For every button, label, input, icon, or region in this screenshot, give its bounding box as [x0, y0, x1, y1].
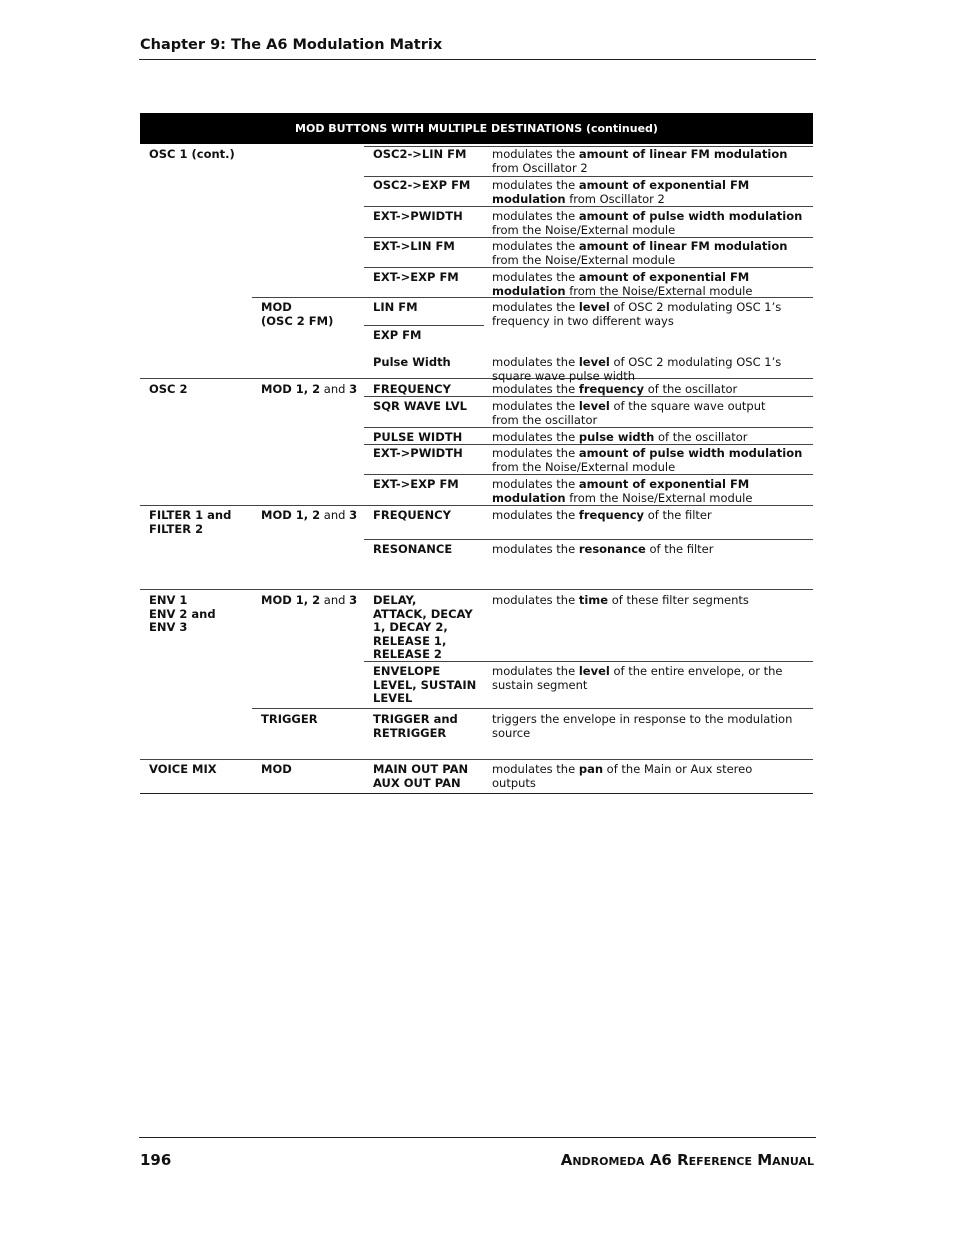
destination-cell: [373, 543, 483, 557]
destination-cell: [373, 179, 483, 193]
description-text: of these filter segments: [608, 593, 749, 607]
cell-line: [492, 224, 810, 238]
cell-line: EXP FM: [373, 328, 422, 342]
cell-line: [492, 148, 810, 162]
cell-line: [492, 370, 810, 384]
destination-cell: [373, 210, 483, 224]
cell-line: TRIGGER and: [373, 712, 458, 726]
description-text: of the filter: [644, 508, 712, 522]
description-text: modulates the: [492, 300, 579, 314]
mod-button-text: MOD 1, 2: [261, 508, 321, 522]
description-cell: [492, 713, 810, 740]
cell-line: MOD: [261, 762, 292, 776]
footer-rule: [139, 1137, 816, 1138]
mod-button-cell: [261, 713, 367, 727]
description-text: pan: [578, 762, 604, 776]
mod-button-text: 3: [349, 593, 358, 607]
cell-line: MOD: [261, 300, 292, 314]
row-rule: [140, 759, 813, 760]
description-text: modulates the: [492, 542, 579, 556]
cell-line: FILTER 2: [149, 521, 204, 536]
source-cell: [149, 763, 255, 777]
cell-line: [492, 665, 810, 679]
destination-cell: [373, 301, 483, 315]
cell-line: [261, 594, 367, 608]
destination-cell: [373, 509, 483, 523]
source-cell: [149, 509, 255, 536]
description-text: level: [578, 664, 610, 678]
description-text: modulates the: [492, 508, 579, 522]
cell-line: OSC2->LIN FM: [373, 147, 467, 161]
destination-cell: [373, 447, 483, 461]
description-text: modulates the: [492, 664, 579, 678]
table-bottom-rule: [140, 793, 813, 794]
description-text: of OSC 2 modulating OSC 1’s: [609, 355, 782, 369]
cell-line: RESONANCE: [373, 542, 453, 556]
description-text: of the entire envelope, or the: [609, 664, 783, 678]
description-text: square wave pulse width: [492, 368, 636, 383]
cell-line: FILTER 1 and: [149, 508, 232, 522]
description-text: modulation: [492, 283, 566, 298]
cell-line: RELEASE 1,: [373, 633, 447, 648]
description-cell: [492, 148, 810, 175]
cell-line: [492, 301, 810, 315]
cell-line: FREQUENCY: [373, 382, 451, 396]
description-text: of the oscillator: [644, 382, 738, 396]
manual-title-text: ANDROMEDA A6 REFERENCE MANUAL: [560, 1151, 814, 1169]
source-cell: [149, 383, 255, 397]
description-text: from the Noise/External module: [565, 283, 753, 298]
mod-button-text: and: [320, 508, 350, 522]
description-cell: [492, 210, 810, 237]
description-text: amount of exponential FM: [578, 477, 750, 491]
destination-cell: [373, 431, 483, 445]
description-cell: [492, 665, 810, 692]
cell-line: [492, 271, 810, 285]
mod-button-cell: [261, 763, 367, 777]
mod-button-cell: [261, 594, 367, 608]
cell-line: 1, DECAY 2,: [373, 620, 448, 634]
source-cell: [149, 148, 255, 162]
cell-line: [492, 162, 810, 176]
destination-cell: [373, 478, 483, 492]
description-text: modulates the: [492, 270, 579, 284]
description-text: resonance: [578, 542, 646, 556]
description-cell: [492, 356, 810, 383]
description-cell: [492, 478, 810, 505]
mod-button-cell: [261, 301, 367, 328]
cell-line: TRIGGER: [261, 712, 318, 726]
cell-line: DELAY,: [373, 593, 417, 607]
description-text: modulates the: [492, 382, 579, 396]
row-rule: [364, 474, 813, 475]
row-rule: [252, 708, 813, 709]
destination-cell: [373, 356, 483, 370]
description-text: from the Noise/External module: [565, 490, 753, 505]
cell-line: LEVEL: [373, 691, 413, 705]
destination-cell: [373, 271, 483, 285]
description-cell: [492, 383, 810, 397]
description-text: frequency: [578, 508, 645, 522]
description-text: modulates the: [492, 239, 579, 253]
cell-line: LEVEL, SUSTAIN: [373, 677, 477, 692]
cell-line: [492, 447, 810, 461]
cell-line: PULSE WIDTH: [373, 430, 463, 444]
cell-line: [492, 478, 810, 492]
description-cell: [492, 447, 810, 474]
description-cell: [492, 179, 810, 206]
description-text: amount of linear FM modulation: [578, 239, 788, 253]
destination-cell: [373, 400, 483, 414]
destination-cell: [373, 148, 483, 162]
destination-cell: [373, 763, 483, 790]
cell-line: MAIN OUT PAN: [373, 762, 469, 776]
description-text: modulates the: [492, 593, 579, 607]
cell-line: OSC 2: [149, 382, 188, 396]
destination-cell: [373, 329, 483, 343]
cell-line: [492, 461, 810, 475]
mod-button-text: and: [320, 382, 350, 396]
cell-line: [492, 356, 810, 370]
cell-line: [492, 285, 810, 299]
cell-line: AUX OUT PAN: [373, 775, 461, 790]
manual-title: [533, 1151, 814, 1169]
description-text: modulates the: [492, 762, 579, 776]
destination-cell: [373, 240, 483, 254]
description-text: amount of exponential FM: [578, 178, 750, 192]
description-cell: [492, 594, 810, 608]
description-text: modulates the: [492, 430, 579, 444]
row-rule: [364, 267, 813, 268]
description-text: level: [578, 355, 610, 369]
description-text: from Oscillator 2: [492, 160, 588, 175]
cell-line: [492, 210, 810, 224]
cell-line: ENV 3: [149, 620, 188, 634]
cell-line: [261, 383, 367, 397]
description-cell: [492, 301, 810, 328]
description-text: amount of pulse width modulation: [578, 209, 803, 223]
cell-line: [492, 679, 810, 693]
mod-button-text: MOD 1, 2: [261, 382, 321, 396]
description-text: of the oscillator: [654, 430, 748, 444]
cell-line: EXT->PWIDTH: [373, 209, 463, 223]
description-text: frequency in two different ways: [492, 313, 674, 328]
description-text: of the filter: [645, 542, 714, 556]
header-rule: [139, 59, 816, 60]
description-cell: [492, 431, 810, 445]
cell-line: [492, 543, 810, 557]
cell-line: [492, 777, 810, 791]
description-cell: [492, 271, 810, 298]
cell-line: [261, 509, 367, 523]
cell-line: [492, 431, 810, 445]
cell-line: ENV 2 and: [149, 606, 216, 621]
destination-cell: [373, 383, 483, 397]
description-text: modulates the: [492, 477, 579, 491]
description-text: amount of linear FM modulation: [578, 147, 788, 161]
row-rule: [140, 589, 813, 590]
cell-line: FREQUENCY: [373, 508, 451, 522]
description-text: modulation: [492, 490, 566, 505]
description-text: of the Main or Aux stereo: [603, 762, 753, 776]
cell-line: [492, 492, 810, 506]
destination-cell: [373, 665, 483, 706]
row-rule: [364, 206, 813, 207]
cell-line: EXT->EXP FM: [373, 270, 459, 284]
cell-line: (OSC 2 FM): [261, 313, 334, 328]
description-cell: [492, 509, 810, 523]
description-text: from the Noise/External module: [492, 222, 676, 237]
source-cell: [149, 594, 255, 635]
description-text: modulation: [492, 191, 566, 206]
description-text: amount of exponential FM: [578, 270, 750, 284]
cell-line: [492, 763, 810, 777]
cell-line: [492, 727, 810, 741]
description-cell: [492, 400, 810, 427]
description-text: from the Noise/External module: [492, 252, 676, 267]
chapter-title: Chapter 9: The A6 Modulation Matrix: [140, 37, 443, 53]
cell-line: [492, 713, 810, 727]
description-text: level: [578, 300, 610, 314]
description-text: modulates the: [492, 147, 579, 161]
cell-line: [492, 315, 810, 329]
description-text: outputs: [492, 775, 536, 790]
description-text: triggers the envelope in response to the modulation: [492, 712, 793, 726]
cell-line: RETRIGGER: [373, 725, 447, 740]
page-number: 196: [140, 1151, 172, 1169]
cell-line: [492, 594, 810, 608]
description-text: modulates the: [492, 355, 579, 369]
cell-line: [492, 254, 810, 268]
cell-line: SQR WAVE LVL: [373, 399, 467, 413]
cell-line: ENVELOPE: [373, 664, 441, 678]
description-text: amount of pulse width modulation: [578, 446, 803, 460]
cell-line: ENV 1: [149, 593, 188, 607]
description-cell: [492, 543, 810, 557]
description-text: pulse width: [578, 430, 655, 444]
cell-line: Pulse Width: [373, 355, 451, 369]
cell-line: LIN FM: [373, 300, 418, 314]
cell-line: [492, 414, 810, 428]
description-text: modulates the: [492, 399, 579, 413]
cell-line: VOICE MIX: [149, 762, 217, 776]
description-text: time: [578, 593, 609, 607]
description-text: sustain segment: [492, 677, 588, 692]
description-text: frequency: [578, 382, 645, 396]
description-text: level: [578, 399, 610, 413]
cell-line: EXT->PWIDTH: [373, 446, 463, 460]
row-rule: [140, 505, 813, 506]
mod-button-text: and: [320, 593, 350, 607]
mod-button-text: 3: [349, 382, 358, 396]
destination-cell: [373, 594, 483, 662]
description-text: of OSC 2 modulating OSC 1’s: [609, 300, 782, 314]
description-text: modulates the: [492, 209, 579, 223]
description-cell: [492, 240, 810, 267]
cell-line: EXT->EXP FM: [373, 477, 459, 491]
mod-button-text: MOD 1, 2: [261, 593, 321, 607]
description-text: from Oscillator 2: [565, 191, 665, 206]
destination-cell: [373, 713, 483, 740]
cell-line: [492, 383, 810, 397]
description-cell: [492, 763, 810, 790]
cell-line: RELEASE 2: [373, 647, 442, 661]
description-text: source: [492, 725, 531, 740]
mod-button-text: 3: [349, 508, 358, 522]
row-rule: [364, 176, 813, 177]
description-text: of the square wave output: [609, 399, 766, 413]
mod-button-cell: [261, 509, 367, 523]
cell-line: OSC 1 (cont.): [149, 147, 235, 161]
description-text: modulates the: [492, 446, 579, 460]
row-rule: [364, 237, 813, 238]
description-text: from the Noise/External module: [492, 459, 676, 474]
row-rule: [364, 427, 813, 428]
cell-line: [492, 193, 810, 207]
cell-line: [492, 400, 810, 414]
row-rule: [364, 325, 484, 326]
table-title: MOD BUTTONS WITH MULTIPLE DESTINATIONS (continued): [140, 113, 813, 144]
row-rule: [364, 539, 813, 540]
cell-line: OSC2->EXP FM: [373, 178, 471, 192]
mod-button-cell: [261, 383, 367, 397]
cell-line: [492, 509, 810, 523]
description-text: from the oscillator: [492, 412, 598, 427]
cell-line: [492, 240, 810, 254]
cell-line: [492, 179, 810, 193]
cell-line: ATTACK, DECAY: [373, 606, 473, 621]
cell-line: EXT->LIN FM: [373, 239, 455, 253]
description-text: modulates the: [492, 178, 579, 192]
